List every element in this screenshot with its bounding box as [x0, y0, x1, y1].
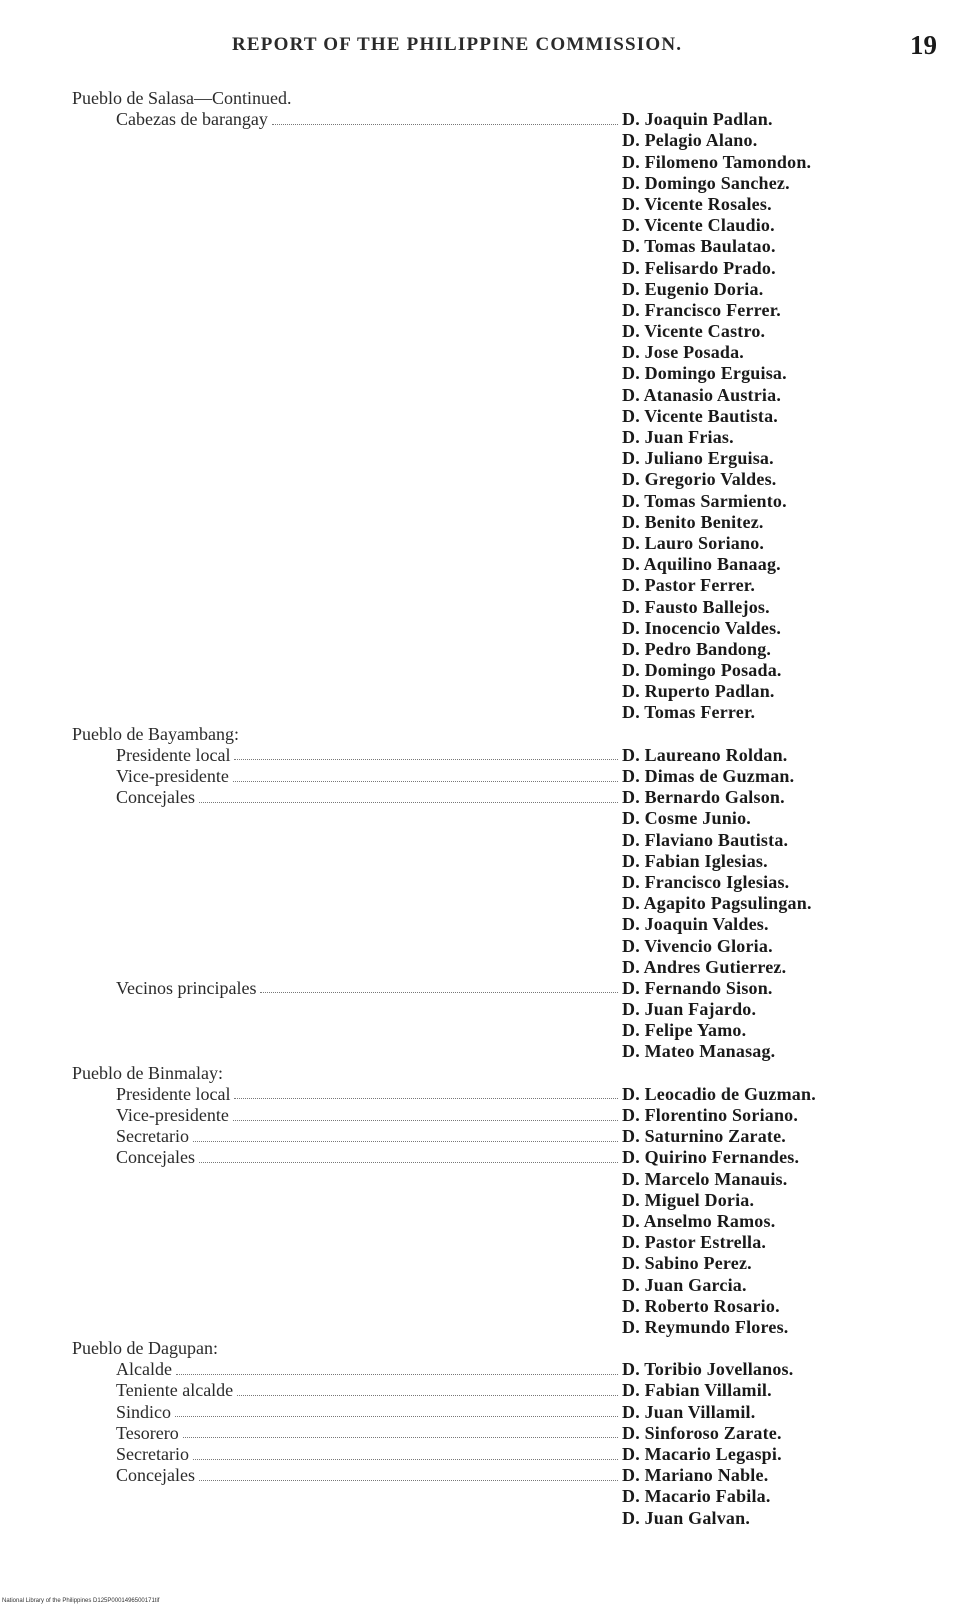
running-title: REPORT OF THE PHILIPPINE COMMISSION. — [232, 34, 683, 55]
role-label: Alcalde — [116, 1359, 172, 1380]
dot-leader — [193, 1459, 618, 1460]
roster-entry — [0, 1105, 969, 1126]
roster-entry — [0, 1169, 969, 1190]
official-name: D. Pastor Estrella. — [622, 1232, 767, 1253]
role-cell — [116, 1084, 622, 1105]
role-cell — [116, 1402, 622, 1423]
dot-leader — [233, 781, 618, 782]
official-name: D. Reymundo Flores. — [622, 1316, 789, 1337]
roster-entry — [0, 152, 969, 173]
official-name: D. Filomeno Tamondon. — [622, 151, 812, 172]
roster-entry — [0, 766, 969, 787]
official-name: D. Inocencio Valdes. — [622, 617, 782, 638]
roster-entry — [0, 1486, 969, 1507]
pueblo-heading: Pueblo de Bayambang: — [72, 723, 239, 744]
official-name: D. Juan Garcia. — [622, 1274, 747, 1295]
dot-leader — [272, 124, 618, 125]
roster-entry — [0, 660, 969, 681]
official-name: D. Pedro Bandong. — [622, 638, 772, 659]
role-label: Secretario — [116, 1126, 189, 1147]
roster-entry — [0, 1126, 969, 1147]
dot-leader — [176, 1374, 618, 1375]
official-name: D. Jose Posada. — [622, 342, 745, 363]
official-name: D. Flaviano Bautista. — [622, 829, 789, 850]
roster-entry — [0, 1465, 969, 1486]
dot-leader — [234, 759, 618, 760]
role-cell — [116, 1359, 622, 1380]
official-name: D. Domingo Erguisa. — [622, 363, 787, 384]
role-cell — [116, 109, 622, 130]
pueblo-heading: Pueblo de Dagupan: — [72, 1338, 218, 1359]
roster-entry — [0, 1296, 969, 1317]
roster-entry — [0, 215, 969, 236]
roster-entry — [0, 1147, 969, 1168]
official-name: D. Vicente Claudio. — [622, 215, 775, 236]
official-name: D. Fausto Ballejos. — [622, 596, 770, 617]
official-name: D. Mateo Manasag. — [622, 1041, 776, 1062]
official-name: D. Sinforoso Zarate. — [622, 1422, 782, 1443]
official-name: D. Toribio Jovellanos. — [622, 1359, 794, 1380]
official-name: D. Vicente Rosales. — [622, 193, 772, 214]
official-name: D. Aquilino Banaag. — [622, 554, 781, 575]
role-label: Concejales — [116, 1147, 195, 1168]
role-cell — [116, 745, 622, 766]
official-name: D. Saturnino Zarate. — [622, 1126, 787, 1147]
scan-footer: National Library of the Philippines D125P0001496500171tif — [2, 1598, 160, 1604]
roster-entry — [0, 385, 969, 406]
roster-entry — [0, 469, 969, 490]
pueblo-heading: Pueblo de Binmalay: — [72, 1062, 223, 1083]
roster-entry — [0, 363, 969, 384]
official-name: D. Agapito Pagsulingan. — [622, 893, 812, 914]
official-name: D. Joaquin Valdes. — [622, 914, 769, 935]
roster-entry — [0, 1041, 969, 1062]
dot-leader — [233, 1120, 618, 1121]
role-cell — [116, 1380, 622, 1401]
dot-leader — [175, 1416, 618, 1417]
role-label: Cabezas de barangay — [116, 109, 268, 130]
official-name: D. Francisco Iglesias. — [622, 871, 790, 892]
official-name: D. Cosme Junio. — [622, 808, 752, 829]
roster-entry — [0, 1380, 969, 1401]
role-label: Secretario — [116, 1444, 189, 1464]
dot-leader — [199, 1162, 618, 1163]
official-name: D. Tomas Sarmiento. — [622, 490, 787, 511]
roster-entry — [0, 406, 969, 427]
roster-entry — [0, 342, 969, 363]
official-name: D. Leocadio de Guzman. — [622, 1083, 816, 1104]
official-name: D. Fernando Sison. — [622, 977, 773, 998]
roster-entry — [0, 321, 969, 342]
official-name: D. Tomas Baulatao. — [622, 236, 776, 257]
role-cell — [116, 1126, 622, 1147]
roster-entry — [0, 1211, 969, 1232]
role-cell — [116, 1444, 622, 1465]
roster-entry — [0, 300, 969, 321]
roster-entry — [0, 1359, 969, 1380]
role-label: Teniente alcalde — [116, 1380, 234, 1401]
role-cell — [116, 1105, 622, 1126]
roster-list — [0, 88, 969, 1529]
official-name: D. Fabian Villamil. — [622, 1380, 772, 1401]
pueblo-heading: Pueblo de Salasa—Continued. — [72, 88, 292, 108]
role-label: Vice-presidente — [116, 1105, 229, 1125]
role-label: Presidente local — [116, 1083, 231, 1104]
roster-entry — [0, 936, 969, 957]
roster-entry — [0, 1084, 969, 1105]
role-cell — [116, 1147, 622, 1168]
official-name: D. Bernardo Galson. — [622, 787, 785, 808]
official-name: D. Juan Villamil. — [622, 1401, 756, 1422]
official-name: D. Florentino Soriano. — [622, 1105, 799, 1125]
roster-entry — [0, 1508, 969, 1529]
roster-entry — [0, 702, 969, 723]
official-name: D. Lauro Soriano. — [622, 532, 765, 553]
roster-entry — [0, 1253, 969, 1274]
roster-entry — [0, 236, 969, 257]
official-name: D. Gregorio Valdes. — [622, 469, 777, 490]
roster-entry — [0, 999, 969, 1020]
official-name: D. Francisco Ferrer. — [622, 299, 781, 320]
roster-entry — [0, 808, 969, 829]
official-name: D. Vicente Bautista. — [622, 405, 778, 426]
role-cell — [116, 978, 622, 999]
official-name: D. Marcelo Manauis. — [622, 1168, 788, 1189]
official-name: D. Miguel Doria. — [622, 1189, 755, 1210]
roster-entry — [0, 914, 969, 935]
roster-entry — [0, 1232, 969, 1253]
official-name: D. Ruperto Padlan. — [622, 681, 775, 702]
official-name: D. Juliano Erguisa. — [622, 448, 774, 469]
roster-entry — [0, 1275, 969, 1296]
role-cell — [116, 766, 622, 787]
official-name: D. Tomas Ferrer. — [622, 702, 756, 723]
dot-leader — [183, 1437, 618, 1438]
roster-entry — [0, 173, 969, 194]
dot-leader — [193, 1141, 618, 1142]
official-name: D. Juan Fajardo. — [622, 999, 757, 1020]
roster-entry — [0, 1444, 969, 1465]
roster-entry — [0, 533, 969, 554]
roster-entry — [0, 618, 969, 639]
roster-entry — [0, 745, 969, 766]
roster-entry — [0, 1423, 969, 1444]
official-name: D. Benito Benitez. — [622, 511, 764, 532]
official-name: D. Laureano Roldan. — [622, 744, 788, 765]
roster-entry — [0, 1020, 969, 1041]
roster-entry — [0, 1402, 969, 1423]
roster-entry — [0, 448, 969, 469]
official-name: D. Macario Fabila. — [622, 1486, 771, 1507]
role-label: Vecinos principales — [116, 977, 257, 998]
role-cell — [116, 787, 622, 808]
roster-entry — [0, 194, 969, 215]
roster-entry — [0, 554, 969, 575]
official-name: D. Vicente Castro. — [622, 321, 766, 342]
role-label: Concejales — [116, 787, 195, 808]
roster-entry — [0, 491, 969, 512]
roster-entry — [0, 258, 969, 279]
role-label: Presidente local — [116, 744, 231, 765]
official-name: D. Felipe Yamo. — [622, 1020, 747, 1041]
roster-entry — [0, 681, 969, 702]
roster-entry — [0, 872, 969, 893]
dot-leader — [237, 1395, 618, 1396]
official-name: D. Anselmo Ramos. — [622, 1210, 776, 1231]
roster-entry — [0, 957, 969, 978]
role-label: Sindico — [116, 1401, 172, 1422]
page-header — [0, 30, 969, 64]
official-name: D. Macario Legaspi. — [622, 1444, 782, 1464]
role-label: Concejales — [116, 1465, 195, 1486]
official-name: D. Andres Gutierrez. — [622, 956, 787, 977]
official-name: D. Vivencio Gloria. — [622, 935, 773, 956]
roster-entry — [0, 1317, 969, 1338]
roster-entry — [0, 893, 969, 914]
roster-entry — [0, 109, 969, 130]
role-label: Vice-presidente — [116, 766, 229, 786]
official-name: D. Pelagio Alano. — [622, 130, 758, 151]
dot-leader — [234, 1098, 618, 1099]
official-name: D. Dimas de Guzman. — [622, 766, 795, 786]
official-name: D. Domingo Sanchez. — [622, 172, 790, 193]
roster-entry — [0, 830, 969, 851]
roster-entry — [0, 1190, 969, 1211]
official-name: D. Pastor Ferrer. — [622, 575, 756, 596]
roster-entry — [0, 851, 969, 872]
roster-entry — [0, 787, 969, 808]
official-name: D. Mariano Nable. — [622, 1465, 769, 1486]
roster-entry — [0, 597, 969, 618]
roster-entry — [0, 427, 969, 448]
official-name: D. Atanasio Austria. — [622, 384, 782, 405]
roster-entry — [0, 512, 969, 533]
role-cell — [116, 1465, 622, 1486]
official-name: D. Felisardo Prado. — [622, 257, 776, 278]
role-label: Tesorero — [116, 1422, 179, 1443]
page-number: 19 — [910, 30, 937, 60]
role-cell — [116, 1423, 622, 1444]
roster-entry — [0, 639, 969, 660]
roster-entry — [0, 575, 969, 596]
official-name: D. Fabian Iglesias. — [622, 850, 768, 871]
dot-leader — [260, 992, 618, 993]
official-name: D. Juan Frias. — [622, 427, 734, 447]
official-name: D. Juan Galvan. — [622, 1507, 751, 1528]
official-name: D. Eugenio Doria. — [622, 278, 764, 299]
dot-leader — [199, 1480, 618, 1481]
roster-entry — [0, 279, 969, 300]
official-name: D. Sabino Perez. — [622, 1253, 752, 1274]
roster-entry — [0, 130, 969, 151]
official-name: D. Roberto Rosario. — [622, 1295, 780, 1316]
official-name: D. Quirino Fernandes. — [622, 1147, 800, 1168]
official-name: D. Joaquin Padlan. — [622, 109, 773, 130]
roster-entry — [0, 978, 969, 999]
dot-leader — [199, 802, 618, 803]
official-name: D. Domingo Posada. — [622, 660, 782, 681]
